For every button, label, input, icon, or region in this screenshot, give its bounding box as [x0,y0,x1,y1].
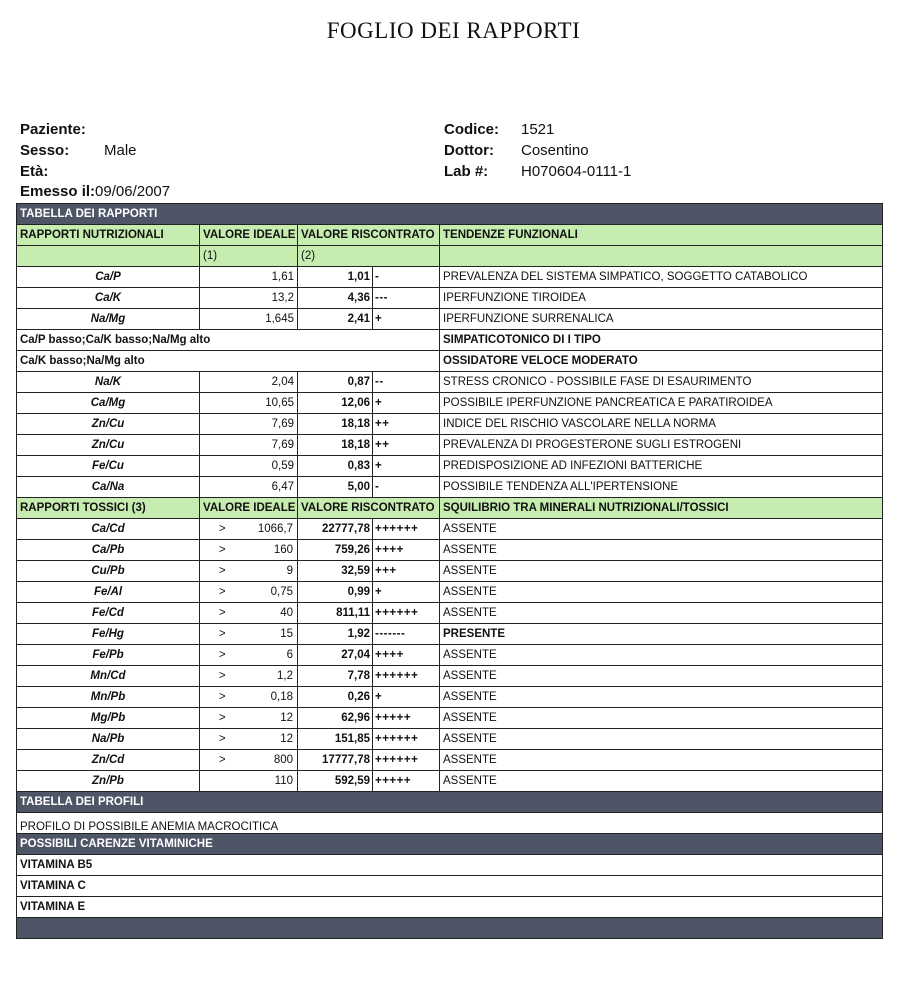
comparator: > [200,750,245,771]
vitamins-section-title: POSSIBILI CARENZE VITAMINICHE [17,834,883,855]
trend-text: IPERFUNZIONE TIROIDEA [440,288,883,309]
ideal-value: 0,75 [245,582,298,603]
toxic-header-row [17,498,883,519]
trend-text: PREVALENZA DEL SISTEMA SIMPATICO, SOGGETTO CATABOLICO [440,267,883,288]
emesso-label: Emesso il: [20,183,96,200]
col-ideal-header: VALORE IDEALE [200,225,298,246]
imbalance-status: ASSENTE [440,519,883,540]
vitamin-name: VITAMINA B5 [17,855,883,876]
table-row [17,393,883,414]
found-value: 17777,78 [298,750,373,771]
ideal-value: 1,2 [245,666,298,687]
table-row [17,456,883,477]
ratios-section-header [17,204,883,225]
comparator: > [200,708,245,729]
vitamin-item [17,876,883,897]
table-row [17,477,883,498]
summary-row [17,351,883,372]
deviation-symbol: ++ [373,435,440,456]
ratio-name: Ca/Na [17,477,200,498]
deviation-symbol: ++++++ [373,750,440,771]
codice-label: Codice: [444,121,500,138]
vitamin-item [17,897,883,918]
comparator: > [200,624,245,645]
found-value: 2,41 [298,309,373,330]
patient-info-left [20,119,137,182]
ratio-name: Zn/Cd [17,750,200,771]
found-value: 0,87 [298,372,373,393]
trend-text: POSSIBILE TENDENZA ALL'IPERTENSIONE [440,477,883,498]
footer-bar [17,918,883,939]
imbalance-status: ASSENTE [440,708,883,729]
table-row [17,372,883,393]
deviation-symbol: + [373,393,440,414]
table-row [17,771,883,792]
ratio-name: Na/K [17,372,200,393]
toxic-col-header: RAPPORTI TOSSICI (3) [17,498,200,519]
found-value: 592,59 [298,771,373,792]
deviation-symbol: - [373,477,440,498]
deviation-symbol: +++ [373,561,440,582]
ideal-value: 1,61 [200,267,298,288]
found-value: 151,85 [298,729,373,750]
footnote-row [17,246,883,267]
deviation-symbol: + [373,456,440,477]
dottor-label: Dottor: [444,142,494,159]
dottor-value: Cosentino [521,142,589,159]
comparator: > [200,561,245,582]
comparator: > [200,540,245,561]
ideal-value: 0,59 [200,456,298,477]
table-row [17,288,883,309]
ideal-value: 1,645 [200,309,298,330]
found-value: 18,18 [298,414,373,435]
ideal-value: 6,47 [200,477,298,498]
ratio-name: Fe/Al [17,582,200,603]
deviation-symbol: ++ [373,414,440,435]
ratio-name: Mn/Cd [17,666,200,687]
ideal-value: 13,2 [200,288,298,309]
ideal-value: 10,65 [200,393,298,414]
profiles-section-title: TABELLA DEI PROFILI [17,792,883,813]
ratio-name: Fe/Pb [17,645,200,666]
imbalance-status: ASSENTE [440,561,883,582]
ratio-name: Zn/Cu [17,414,200,435]
ratio-name: Mn/Pb [17,687,200,708]
ideal-value: 800 [245,750,298,771]
ratio-name: Zn/Pb [17,771,200,792]
imbalance-status: ASSENTE [440,645,883,666]
imbalance-status: ASSENTE [440,603,883,624]
deviation-symbol: ++++ [373,540,440,561]
profiles-section-header [17,792,883,813]
ratio-name: Ca/Cd [17,519,200,540]
page-title: FOGLIO DEI RAPPORTI [326,18,581,43]
found-value: 18,18 [298,435,373,456]
comparator: > [200,519,245,540]
trend-text: IPERFUNZIONE SURRENALICA [440,309,883,330]
profile-text: PROFILO DI POSSIBILE ANEMIA MACROCITICA [17,813,883,834]
found-value: 62,96 [298,708,373,729]
imbalance-status: ASSENTE [440,666,883,687]
issued-date [20,183,170,200]
summary-left: Ca/K basso;Na/Mg alto [17,351,440,372]
ratio-name: Na/Pb [17,729,200,750]
vitamin-item [17,855,883,876]
col-trend-header: TENDENZE FUNZIONALI [440,225,883,246]
table-row [17,267,883,288]
table-row [17,645,883,666]
trend-text: INDICE DEL RISCHIO VASCOLARE NELLA NORMA [440,414,883,435]
imbalance-status: ASSENTE [440,750,883,771]
deviation-symbol: +++++ [373,708,440,729]
lab-value: H070604-0111-1 [521,163,632,180]
deviation-symbol: ------- [373,624,440,645]
ideal-value: 12 [245,708,298,729]
vitamins-section-header [17,834,883,855]
ideal-value: 15 [245,624,298,645]
found-value: 811,11 [298,603,373,624]
vitamin-name: VITAMINA E [17,897,883,918]
found-value: 0,99 [298,582,373,603]
deviation-symbol: + [373,309,440,330]
table-footer-bar [17,918,883,939]
ratio-name: Fe/Cu [17,456,200,477]
trend-text: STRESS CRONICO - POSSIBILE FASE DI ESAURIMENTO [440,372,883,393]
ratio-name: Ca/K [17,288,200,309]
table-row [17,729,883,750]
table-row [17,603,883,624]
comparator: > [200,666,245,687]
sesso-value: Male [104,142,137,159]
imbalance-status: ASSENTE [440,540,883,561]
footnote-empty [17,246,200,267]
paziente-label: Paziente: [20,121,86,138]
found-value: 1,92 [298,624,373,645]
eta-label: Età: [20,163,49,180]
found-value: 7,78 [298,666,373,687]
imbalance-status: ASSENTE [440,582,883,603]
toxic-trend-header: SQUILIBRIO TRA MINERALI NUTRIZIONALI/TOSSICI [440,498,883,519]
col-found-header: VALORE RISCONTRATO [298,225,440,246]
ratio-name: Fe/Cd [17,603,200,624]
ratio-name: Ca/P [17,267,200,288]
deviation-symbol: --- [373,288,440,309]
table-row [17,624,883,645]
column-header-row [17,225,883,246]
comparator: > [200,645,245,666]
toxic-found-header: VALORE RISCONTRATO [298,498,440,519]
deviation-symbol: ++++++ [373,729,440,750]
deviation-symbol: ++++ [373,645,440,666]
imbalance-status: ASSENTE [440,687,883,708]
ratios-table [16,203,883,939]
summary-row [17,330,883,351]
found-value: 27,04 [298,645,373,666]
deviation-symbol: + [373,687,440,708]
found-value: 22777,78 [298,519,373,540]
footnote-2: (2) [298,246,440,267]
table-row [17,519,883,540]
found-value: 0,83 [298,456,373,477]
table-row [17,414,883,435]
found-value: 4,36 [298,288,373,309]
sesso-label: Sesso: [20,142,70,159]
profile-row [17,813,883,834]
col-nutr-header: RAPPORTI NUTRIZIONALI [17,225,200,246]
table-row [17,309,883,330]
comparator: > [200,729,245,750]
found-value: 0,26 [298,687,373,708]
lab-label: Lab #: [444,163,489,180]
found-value: 12,06 [298,393,373,414]
comparator: > [200,687,245,708]
table-row [17,666,883,687]
ideal-value: 1066,7 [245,519,298,540]
table-row [17,540,883,561]
imbalance-status: ASSENTE [440,771,883,792]
deviation-symbol: +++++ [373,771,440,792]
imbalance-status: PRESENTE [440,624,883,645]
codice-value: 1521 [521,121,555,138]
ideal-value: 2,04 [200,372,298,393]
trend-text: POSSIBILE IPERFUNZIONE PANCREATICA E PARATIROIDEA [440,393,883,414]
table-row [17,750,883,771]
comparator [200,771,245,792]
deviation-symbol: ++++++ [373,519,440,540]
trend-text: PREDISPOSIZIONE AD INFEZIONI BATTERICHE [440,456,883,477]
ideal-value: 12 [245,729,298,750]
summary-right: OSSIDATORE VELOCE MODERATO [440,351,883,372]
table-row [17,708,883,729]
table-row [17,687,883,708]
ratio-name: Ca/Pb [17,540,200,561]
ratio-name: Na/Mg [17,309,200,330]
deviation-symbol: ++++++ [373,603,440,624]
deviation-symbol: -- [373,372,440,393]
table-row [17,582,883,603]
ideal-value: 7,69 [200,414,298,435]
ideal-value: 110 [245,771,298,792]
found-value: 1,01 [298,267,373,288]
summary-left: Ca/P basso;Ca/K basso;Na/Mg alto [17,330,440,351]
patient-info-right [444,119,631,182]
summary-right: SIMPATICOTONICO DI I TIPO [440,330,883,351]
table-row [17,561,883,582]
found-value: 759,26 [298,540,373,561]
vitamin-name: VITAMINA C [17,876,883,897]
ideal-value: 9 [245,561,298,582]
footnote-1: (1) [200,246,298,267]
emesso-value: 09/06/2007 [95,183,171,200]
found-value: 32,59 [298,561,373,582]
ideal-value: 160 [245,540,298,561]
table-row [17,435,883,456]
ratio-name: Zn/Cu [17,435,200,456]
ideal-value: 7,69 [200,435,298,456]
ratio-name: Mg/Pb [17,708,200,729]
ratio-name: Ca/Mg [17,393,200,414]
deviation-symbol: ++++++ [373,666,440,687]
toxic-ideal-header: VALORE IDEALE [200,498,298,519]
ideal-value: 6 [245,645,298,666]
found-value: 5,00 [298,477,373,498]
ratio-name: Cu/Pb [17,561,200,582]
comparator: > [200,582,245,603]
comparator: > [200,603,245,624]
ideal-value: 0,18 [245,687,298,708]
ratio-name: Fe/Hg [17,624,200,645]
ideal-value: 40 [245,603,298,624]
footnote-empty [440,246,883,267]
ratios-section-title: TABELLA DEI RAPPORTI [17,204,883,225]
imbalance-status: ASSENTE [440,729,883,750]
trend-text: PREVALENZA DI PROGESTERONE SUGLI ESTROGENI [440,435,883,456]
deviation-symbol: + [373,582,440,603]
deviation-symbol: - [373,267,440,288]
